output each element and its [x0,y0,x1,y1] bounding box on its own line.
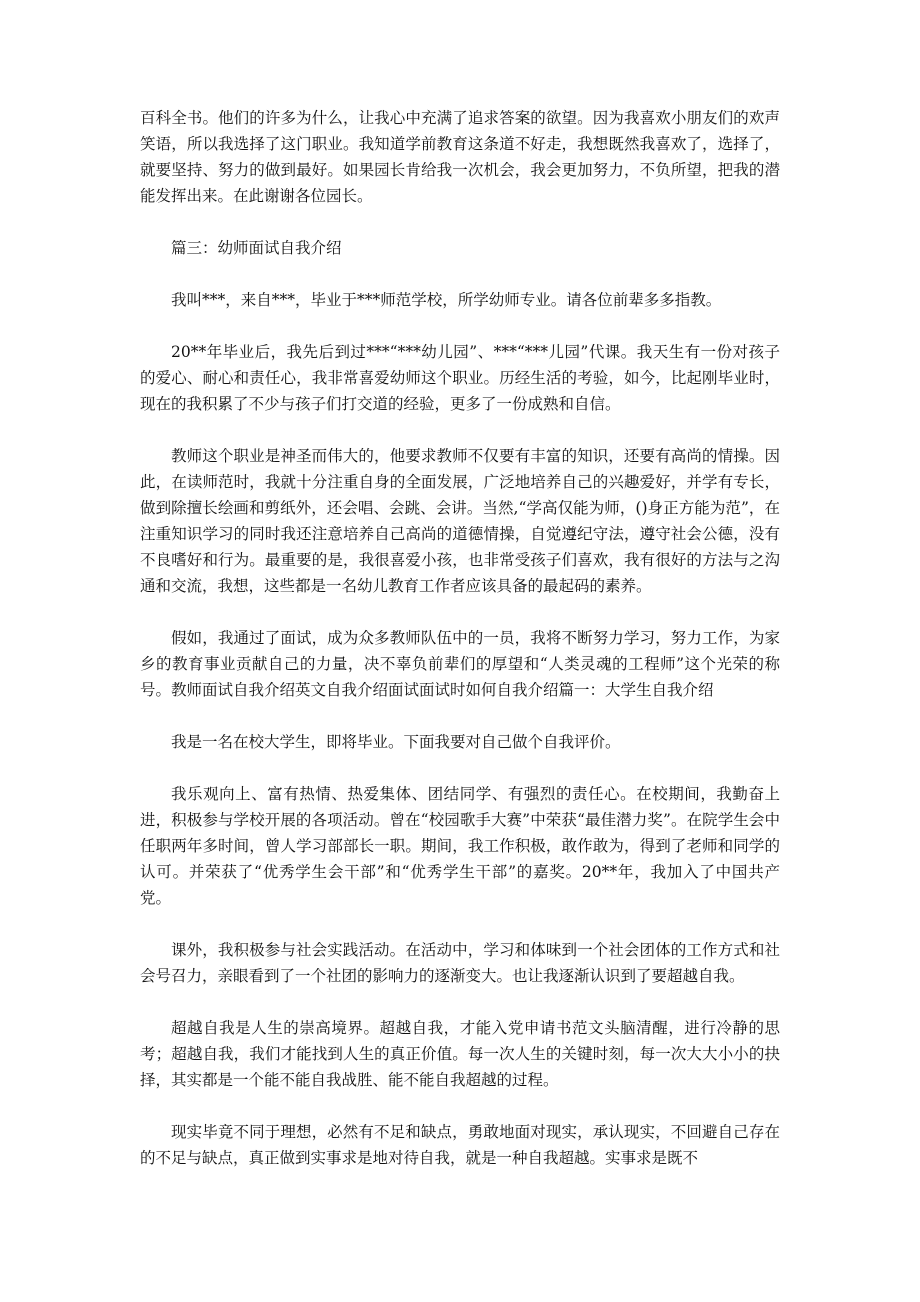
paragraph-activities: 课外，我积极参与社会实践活动。在活动中，学习和体味到一个社会团体的工作方式和社会号召力，亲眼看到了一个社团的影响力的逐渐变大。也让我逐渐认识到了要超越自我。 [140,941,780,985]
paragraph-experience: 20**年毕业后，我先后到过***“***幼儿园”、***“***儿园”代课。我天生有一份对孩子的爱心、耐心和责任心，我非常喜爱幼师这个职业。历经生活的考验，如今，比起刚毕业时，现在的我积累了不少与孩子们打交道的经验，更多了一份成熟和自信。 [140,343,780,413]
document-page [140,105,780,1197]
paragraph-intro: 我叫***，来自***，毕业于***师范学校，所学幼师专业。请各位前辈多多指教。 [171,291,722,309]
paragraph-hope: 假如，我通过了面试，成为众多教师队伍中的一员，我将不断努力学习，努力工作，为家乡的教育事业贡献自己的力量，决不辜负前辈们的厚望和“人类灵魂的工程师”这个光荣的称号。教师面试自我介绍英文自我介绍面试面试时如何自我介绍篇一：大学生自我介绍 [140,629,780,699]
paragraph-reality: 现实毕竟不同于理想，必然有不足和缺点，勇敢地面对现实，承认现实，不回避自己存在的不足与缺点，真正做到实事求是地对待自我，就是一种自我超越。实事求是既不 [140,1123,780,1167]
paragraph-character: 我乐观向上、富有热情、热爱集体、团结同学、有强烈的责任心。在校期间，我勤奋上进，积极参与学校开展的各项活动。曾在“校园歌手大赛”中荣获“最佳潜力奖”。在院学生会中任职两年多时间，曾人学习部部长一职。期间，我工作积极，敢作敢为，得到了老师和同学的认可。并荣获了“优秀学生会干部”和“优秀学生干部”的嘉奖。20**年，我加入了中国共产党。 [140,785,780,907]
paragraph-1: 百科全书。他们的许多为什么，让我心中充满了追求答案的欲望。因为我喜欢小朋友们的欢声笑语，所以我选择了这门职业。我知道学前教育这条道不好走，我想既然我喜欢了，选择了，就要坚持、努力的做到最好。如果园长肯给我一次机会，我会更加努力，不负所望，把我的潜能发挥出来。在此谢谢各位园长。 [140,109,780,205]
section-heading: 篇三：幼师面试自我介绍 [171,239,342,257]
paragraph-transcend: 超越自我是人生的崇高境界。超越自我，才能入党申请书范文头脑清醒，进行冷静的思考；超越自我，我们才能找到人生的真正价值。每一次人生的关键时刻，每一次大大小小的抉择，其实都是一个能不能自我战胜、能不能自我超越的过程。 [140,1019,780,1089]
paragraph-profession: 教师这个职业是神圣而伟大的，他要求教师不仅要有丰富的知识，还要有高尚的情操。因此，在读师范时，我就十分注重自身的全面发展，广泛地培养自己的兴趣爱好，并学有专长，做到除擅长绘画和剪纸外，还会唱、会跳、会讲。当然,“学高仅能为师，()身正方能为范”，在注重知识学习的同时我还注意培养自己高尚的道德情操，自觉遵纪守法，遵守社会公德，没有不良嗜好和行为。最重要的是，我很喜爱小孩，也非常受孩子们喜欢，我有很好的方法与之沟通和交流，我想，这些都是一名幼儿教育工作者应该具备的最起码的素养。 [140,447,780,595]
paragraph-student-intro: 我是一名在校大学生，即将毕业。下面我要对自己做个自我评价。 [171,733,621,751]
